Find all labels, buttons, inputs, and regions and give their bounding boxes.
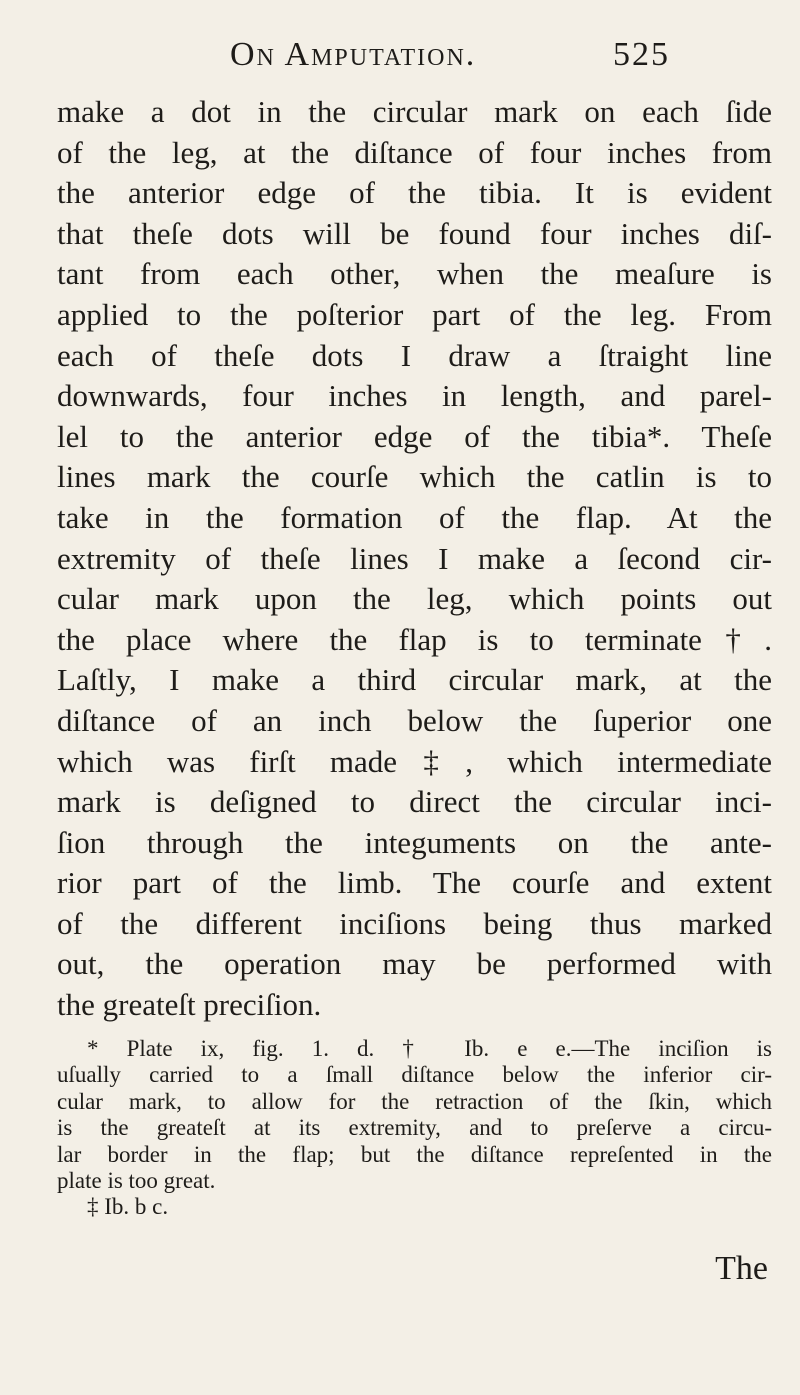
body-text xyxy=(57,92,772,1026)
body-line: extremity of theſe lines I make a ſecond cir- xyxy=(57,540,772,576)
footnote-line: is the greateſt at its extremity, and to preſerve a circu- xyxy=(57,1115,772,1141)
body-line: each of theſe dots I draw a ſtraight line xyxy=(57,337,772,373)
body-line: that theſe dots will be found four inches diſ- xyxy=(57,215,772,251)
body-line: ſion through the integuments on the ante- xyxy=(57,824,772,860)
running-head: On Amputation. xyxy=(230,36,477,73)
page-header xyxy=(230,36,670,86)
body-line: applied to the poſterior part of the leg. From xyxy=(57,296,772,332)
body-line: rior part of the limb. The courſe and extent xyxy=(57,865,772,901)
body-line: Laſtly, I make a third circular mark, at the xyxy=(57,662,772,698)
body-line: mark is deſigned to direct the circular inci- xyxy=(57,784,772,820)
body-line: take in the formation of the flap. At the xyxy=(57,499,772,535)
footnote-line: ‡ Ib. b c. xyxy=(87,1194,169,1220)
footnote-line: lar border in the flap; but the diſtance repreſented in the xyxy=(57,1141,772,1167)
body-line: of the different inciſions being thus marked xyxy=(57,905,772,941)
body-line: the anterior edge of the tibia. It is evident xyxy=(57,175,772,211)
catchword: The xyxy=(715,1250,768,1287)
body-line: diſtance of an inch below the ſuperior one xyxy=(57,702,772,738)
page-number: 525 xyxy=(613,36,670,73)
body-line: out, the operation may be performed with xyxy=(57,946,772,982)
body-line: tant from each other, when the meaſure is xyxy=(57,256,772,292)
body-line: lel to the anterior edge of the tibia*. Theſe xyxy=(57,418,772,454)
body-line: which was firſt made‡, which intermediate xyxy=(57,743,772,779)
body-line: lines mark the courſe which the catlin is to xyxy=(57,459,772,495)
body-line: downwards, four inches in length, and parel- xyxy=(57,378,772,414)
body-line: make a dot in the circular mark on each ſide xyxy=(57,94,772,129)
footnote-line: cular mark, to allow for the retraction of the ſkin, which xyxy=(57,1088,772,1114)
footnote-line: uſually carried to a ſmall diſtance below the inferior cir- xyxy=(57,1062,772,1088)
footnote-line: plate is too great. xyxy=(57,1167,216,1193)
body-line: of the leg, at the diſtance of four inches from xyxy=(57,134,772,170)
body-line: the place where the flap is to terminate†. xyxy=(57,621,772,657)
footnotes xyxy=(57,1036,772,1221)
body-line: cular mark upon the leg, which points out xyxy=(57,581,772,617)
footnote-line: * Plate ix, fig. 1. d. † Ib. e e.—The inciſion is xyxy=(87,1036,772,1061)
body-line: the greateſt preciſion. xyxy=(57,987,322,1023)
